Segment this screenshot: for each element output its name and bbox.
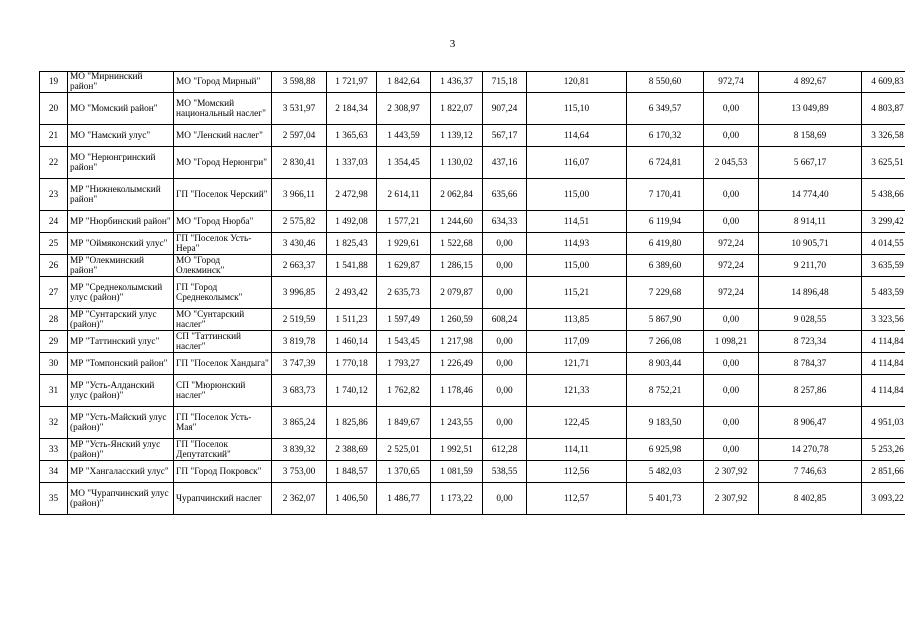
value-cell: 120,81 bbox=[527, 72, 627, 93]
value-cell: 8 752,21 bbox=[627, 375, 704, 407]
value-cell: 4 114,84 bbox=[862, 375, 905, 407]
value-cell: 117,09 bbox=[527, 331, 627, 353]
value-cell: 1 260,59 bbox=[431, 309, 483, 331]
table-row bbox=[40, 277, 905, 309]
row-number: 21 bbox=[40, 125, 68, 147]
value-cell: 1 244,60 bbox=[431, 211, 483, 233]
value-cell: 972,24 bbox=[704, 255, 759, 277]
value-cell: 3 625,51 bbox=[862, 147, 905, 179]
value-cell: 2 472,98 bbox=[327, 179, 377, 211]
value-cell: 115,00 bbox=[527, 179, 627, 211]
value-cell: 1 762,82 bbox=[377, 375, 431, 407]
value-cell: 2 045,53 bbox=[704, 147, 759, 179]
value-cell: 0,00 bbox=[483, 277, 527, 309]
value-cell: 3 753,00 bbox=[272, 461, 327, 483]
settlement-name: СП "Таттинский наслег" bbox=[174, 331, 272, 353]
settlement-name: ГП "Поселок Депутатский" bbox=[174, 439, 272, 461]
value-cell: 8 158,69 bbox=[759, 125, 862, 147]
row-number: 31 bbox=[40, 375, 68, 407]
value-cell: 14 896,48 bbox=[759, 277, 862, 309]
value-cell: 8 257,86 bbox=[759, 375, 862, 407]
value-cell: 4 892,67 bbox=[759, 72, 862, 93]
value-cell: 10 905,71 bbox=[759, 233, 862, 255]
value-cell: 0,00 bbox=[483, 233, 527, 255]
value-cell: 2 519,59 bbox=[272, 309, 327, 331]
district-name: МР "Олекминский район" bbox=[68, 255, 174, 277]
value-cell: 3 430,46 bbox=[272, 233, 327, 255]
value-cell: 114,11 bbox=[527, 439, 627, 461]
value-cell: 4 014,55 bbox=[862, 233, 905, 255]
value-cell: 972,24 bbox=[704, 277, 759, 309]
table-row bbox=[40, 461, 905, 483]
row-number: 30 bbox=[40, 353, 68, 375]
settlement-name: МО "Город Нерюнгри" bbox=[174, 147, 272, 179]
district-name: МР "Усть-Алданский улус (район)" bbox=[68, 375, 174, 407]
value-cell: 5 867,90 bbox=[627, 309, 704, 331]
value-cell: 2 614,11 bbox=[377, 179, 431, 211]
value-cell: 2 635,73 bbox=[377, 277, 431, 309]
value-cell: 5 253,26 bbox=[862, 439, 905, 461]
settlement-name: МО "Момский национальный наслег" bbox=[174, 93, 272, 125]
value-cell: 1 848,57 bbox=[327, 461, 377, 483]
value-cell: 2 079,87 bbox=[431, 277, 483, 309]
row-number: 33 bbox=[40, 439, 68, 461]
table-row bbox=[40, 255, 905, 277]
value-cell: 4 803,87 bbox=[862, 93, 905, 125]
table-row bbox=[40, 147, 905, 179]
value-cell: 2 851,66 bbox=[862, 461, 905, 483]
table-row bbox=[40, 179, 905, 211]
value-cell: 1 511,23 bbox=[327, 309, 377, 331]
value-cell: 2 184,34 bbox=[327, 93, 377, 125]
value-cell: 2 663,37 bbox=[272, 255, 327, 277]
settlement-name: СП "Мюрюнский наслег" bbox=[174, 375, 272, 407]
value-cell: 122,45 bbox=[527, 407, 627, 439]
value-cell: 1 098,21 bbox=[704, 331, 759, 353]
district-name: МР "Хангаласский улус" bbox=[68, 461, 174, 483]
value-cell: 14 774,40 bbox=[759, 179, 862, 211]
value-cell: 1 721,97 bbox=[327, 72, 377, 93]
value-cell: 7 170,41 bbox=[627, 179, 704, 211]
settlement-name: ГП "Поселок Усть-Нера" bbox=[174, 233, 272, 255]
value-cell: 1 286,15 bbox=[431, 255, 483, 277]
district-name: МР "Оймяконский улус" bbox=[68, 233, 174, 255]
value-cell: 1 460,14 bbox=[327, 331, 377, 353]
table-row bbox=[40, 331, 905, 353]
district-name: МР "Нижнеколымский район" bbox=[68, 179, 174, 211]
value-cell: 1 139,12 bbox=[431, 125, 483, 147]
table-row bbox=[40, 211, 905, 233]
value-cell: 715,18 bbox=[483, 72, 527, 93]
value-cell: 116,07 bbox=[527, 147, 627, 179]
value-cell: 5 438,66 bbox=[862, 179, 905, 211]
value-cell: 1 929,61 bbox=[377, 233, 431, 255]
value-cell: 538,55 bbox=[483, 461, 527, 483]
value-cell: 635,66 bbox=[483, 179, 527, 211]
table-row bbox=[40, 72, 905, 93]
value-cell: 112,56 bbox=[527, 461, 627, 483]
district-name: МР "Сунтарский улус (район)" bbox=[68, 309, 174, 331]
value-cell: 115,10 bbox=[527, 93, 627, 125]
value-cell: 0,00 bbox=[483, 407, 527, 439]
value-cell: 1 992,51 bbox=[431, 439, 483, 461]
table-row bbox=[40, 309, 905, 331]
value-cell: 1 597,49 bbox=[377, 309, 431, 331]
table-row bbox=[40, 93, 905, 125]
table-row bbox=[40, 353, 905, 375]
value-cell: 112,57 bbox=[527, 483, 627, 515]
value-cell: 8 402,85 bbox=[759, 483, 862, 515]
value-cell: 3 865,24 bbox=[272, 407, 327, 439]
table-row bbox=[40, 439, 905, 461]
value-cell: 8 914,11 bbox=[759, 211, 862, 233]
settlement-name: ГП "Город Среднеколымск" bbox=[174, 277, 272, 309]
value-cell: 1 337,03 bbox=[327, 147, 377, 179]
value-cell: 972,74 bbox=[704, 72, 759, 93]
value-cell: 0,00 bbox=[704, 125, 759, 147]
value-cell: 1 522,68 bbox=[431, 233, 483, 255]
value-cell: 4 114,84 bbox=[862, 331, 905, 353]
value-cell: 1 406,50 bbox=[327, 483, 377, 515]
settlement-name: МО "Город Нюрба" bbox=[174, 211, 272, 233]
district-name: МР "Усть-Янский улус (район)" bbox=[68, 439, 174, 461]
value-cell: 3 635,59 bbox=[862, 255, 905, 277]
value-cell: 3 747,39 bbox=[272, 353, 327, 375]
value-cell: 6 925,98 bbox=[627, 439, 704, 461]
value-cell: 4 114,84 bbox=[862, 353, 905, 375]
district-name: МО "Момский район" bbox=[68, 93, 174, 125]
value-cell: 1 492,08 bbox=[327, 211, 377, 233]
value-cell: 6 389,60 bbox=[627, 255, 704, 277]
value-cell: 8 723,34 bbox=[759, 331, 862, 353]
row-number: 26 bbox=[40, 255, 68, 277]
value-cell: 972,24 bbox=[704, 233, 759, 255]
row-number: 23 bbox=[40, 179, 68, 211]
row-number: 32 bbox=[40, 407, 68, 439]
value-cell: 5 482,03 bbox=[627, 461, 704, 483]
table-row bbox=[40, 375, 905, 407]
value-cell: 2 575,82 bbox=[272, 211, 327, 233]
value-cell: 1 370,65 bbox=[377, 461, 431, 483]
value-cell: 1 173,22 bbox=[431, 483, 483, 515]
value-cell: 1 849,67 bbox=[377, 407, 431, 439]
settlement-name: МО "Ленский наслег" bbox=[174, 125, 272, 147]
value-cell: 14 270,78 bbox=[759, 439, 862, 461]
row-number: 28 bbox=[40, 309, 68, 331]
value-cell: 1 770,18 bbox=[327, 353, 377, 375]
page-number: 3 bbox=[449, 38, 456, 50]
value-cell: 115,00 bbox=[527, 255, 627, 277]
value-cell: 8 784,37 bbox=[759, 353, 862, 375]
value-cell: 1 436,37 bbox=[431, 72, 483, 93]
value-cell: 2 308,97 bbox=[377, 93, 431, 125]
value-cell: 0,00 bbox=[704, 309, 759, 331]
value-cell: 2 388,69 bbox=[327, 439, 377, 461]
settlement-name: МО "Сунтарский наслег" bbox=[174, 309, 272, 331]
value-cell: 0,00 bbox=[704, 179, 759, 211]
row-number: 34 bbox=[40, 461, 68, 483]
value-cell: 567,17 bbox=[483, 125, 527, 147]
value-cell: 121,71 bbox=[527, 353, 627, 375]
table-row bbox=[40, 233, 905, 255]
value-cell: 3 326,58 bbox=[862, 125, 905, 147]
value-cell: 114,51 bbox=[527, 211, 627, 233]
value-cell: 7 266,08 bbox=[627, 331, 704, 353]
value-cell: 3 531,97 bbox=[272, 93, 327, 125]
row-number: 22 bbox=[40, 147, 68, 179]
value-cell: 3 839,32 bbox=[272, 439, 327, 461]
value-cell: 1 543,45 bbox=[377, 331, 431, 353]
value-cell: 1 822,07 bbox=[431, 93, 483, 125]
value-cell: 634,33 bbox=[483, 211, 527, 233]
value-cell: 0,00 bbox=[483, 375, 527, 407]
district-name: МР "Среднеколымский улус (район)" bbox=[68, 277, 174, 309]
row-number: 29 bbox=[40, 331, 68, 353]
value-cell: 2 525,01 bbox=[377, 439, 431, 461]
value-cell: 114,93 bbox=[527, 233, 627, 255]
value-cell: 1 842,64 bbox=[377, 72, 431, 93]
value-cell: 3 598,88 bbox=[272, 72, 327, 93]
value-cell: 608,24 bbox=[483, 309, 527, 331]
value-cell: 1 217,98 bbox=[431, 331, 483, 353]
value-cell: 121,33 bbox=[527, 375, 627, 407]
value-cell: 8 550,60 bbox=[627, 72, 704, 93]
value-cell: 2 493,42 bbox=[327, 277, 377, 309]
value-cell: 115,21 bbox=[527, 277, 627, 309]
settlement-name: МО "Город Олекминск" bbox=[174, 255, 272, 277]
value-cell: 1 130,02 bbox=[431, 147, 483, 179]
value-cell: 9 183,50 bbox=[627, 407, 704, 439]
value-cell: 0,00 bbox=[483, 353, 527, 375]
value-cell: 7 229,68 bbox=[627, 277, 704, 309]
value-cell: 0,00 bbox=[704, 407, 759, 439]
value-cell: 1 629,87 bbox=[377, 255, 431, 277]
value-cell: 6 724,81 bbox=[627, 147, 704, 179]
value-cell: 9 028,55 bbox=[759, 309, 862, 331]
value-cell: 1 354,45 bbox=[377, 147, 431, 179]
value-cell: 6 349,57 bbox=[627, 93, 704, 125]
value-cell: 3 093,22 bbox=[862, 483, 905, 515]
value-cell: 1 226,49 bbox=[431, 353, 483, 375]
value-cell: 1 740,12 bbox=[327, 375, 377, 407]
value-cell: 113,85 bbox=[527, 309, 627, 331]
settlement-name: Чурапчинский наслег bbox=[174, 483, 272, 515]
value-cell: 5 401,73 bbox=[627, 483, 704, 515]
value-cell: 907,24 bbox=[483, 93, 527, 125]
value-cell: 0,00 bbox=[483, 331, 527, 353]
table-row bbox=[40, 125, 905, 147]
value-cell: 1 793,27 bbox=[377, 353, 431, 375]
value-cell: 1 486,77 bbox=[377, 483, 431, 515]
value-cell: 612,28 bbox=[483, 439, 527, 461]
settlement-name: ГП "Поселок Черский" bbox=[174, 179, 272, 211]
value-cell: 0,00 bbox=[483, 255, 527, 277]
value-cell: 1 365,63 bbox=[327, 125, 377, 147]
value-cell: 8 906,47 bbox=[759, 407, 862, 439]
district-name: МО "Нерюнгринский район" bbox=[68, 147, 174, 179]
value-cell: 5 667,17 bbox=[759, 147, 862, 179]
district-name: МР "Томпонский район" bbox=[68, 353, 174, 375]
district-name: МО "Чурапчинский улус (район)" bbox=[68, 483, 174, 515]
value-cell: 5 483,59 bbox=[862, 277, 905, 309]
settlement-name: ГП "Город Покровск" bbox=[174, 461, 272, 483]
value-cell: 0,00 bbox=[704, 353, 759, 375]
row-number: 27 bbox=[40, 277, 68, 309]
value-cell: 2 062,84 bbox=[431, 179, 483, 211]
tariff-table bbox=[39, 71, 905, 515]
value-cell: 114,64 bbox=[527, 125, 627, 147]
value-cell: 3 683,73 bbox=[272, 375, 327, 407]
row-number: 19 bbox=[40, 72, 68, 93]
value-cell: 13 049,89 bbox=[759, 93, 862, 125]
value-cell: 0,00 bbox=[704, 93, 759, 125]
table-row bbox=[40, 483, 905, 515]
value-cell: 3 819,78 bbox=[272, 331, 327, 353]
value-cell: 1 443,59 bbox=[377, 125, 431, 147]
row-number: 35 bbox=[40, 483, 68, 515]
value-cell: 1 243,55 bbox=[431, 407, 483, 439]
settlement-name: МО "Город Мирный" bbox=[174, 72, 272, 93]
value-cell: 4 951,03 bbox=[862, 407, 905, 439]
value-cell: 0,00 bbox=[704, 211, 759, 233]
value-cell: 8 903,44 bbox=[627, 353, 704, 375]
value-cell: 2 362,07 bbox=[272, 483, 327, 515]
value-cell: 9 211,70 bbox=[759, 255, 862, 277]
value-cell: 0,00 bbox=[704, 439, 759, 461]
value-cell: 6 119,94 bbox=[627, 211, 704, 233]
value-cell: 0,00 bbox=[704, 375, 759, 407]
value-cell: 1 577,21 bbox=[377, 211, 431, 233]
district-name: МО "Мирнинский район" bbox=[68, 72, 174, 93]
value-cell: 1 825,43 bbox=[327, 233, 377, 255]
value-cell: 7 746,63 bbox=[759, 461, 862, 483]
settlement-name: ГП "Поселок Хандыга" bbox=[174, 353, 272, 375]
value-cell: 0,00 bbox=[483, 483, 527, 515]
value-cell: 4 609,83 bbox=[862, 72, 905, 93]
value-cell: 3 323,56 bbox=[862, 309, 905, 331]
value-cell: 1 825,86 bbox=[327, 407, 377, 439]
value-cell: 6 170,32 bbox=[627, 125, 704, 147]
value-cell: 3 966,11 bbox=[272, 179, 327, 211]
value-cell: 1 541,88 bbox=[327, 255, 377, 277]
value-cell: 3 996,85 bbox=[272, 277, 327, 309]
district-name: МО "Намский улус" bbox=[68, 125, 174, 147]
table-body bbox=[40, 72, 905, 515]
value-cell: 2 307,92 bbox=[704, 461, 759, 483]
settlement-name: ГП "Поселок Усть-Мая" bbox=[174, 407, 272, 439]
value-cell: 437,16 bbox=[483, 147, 527, 179]
district-name: МР "Таттинский улус" bbox=[68, 331, 174, 353]
district-name: МР "Нюрбинский район" bbox=[68, 211, 174, 233]
value-cell: 3 299,42 bbox=[862, 211, 905, 233]
value-cell: 6 419,80 bbox=[627, 233, 704, 255]
value-cell: 2 307,92 bbox=[704, 483, 759, 515]
value-cell: 1 178,46 bbox=[431, 375, 483, 407]
value-cell: 2 830,41 bbox=[272, 147, 327, 179]
row-number: 24 bbox=[40, 211, 68, 233]
value-cell: 2 597,04 bbox=[272, 125, 327, 147]
row-number: 25 bbox=[40, 233, 68, 255]
district-name: МР "Усть-Майский улус (район)" bbox=[68, 407, 174, 439]
value-cell: 1 081,59 bbox=[431, 461, 483, 483]
table-row bbox=[40, 407, 905, 439]
row-number: 20 bbox=[40, 93, 68, 125]
